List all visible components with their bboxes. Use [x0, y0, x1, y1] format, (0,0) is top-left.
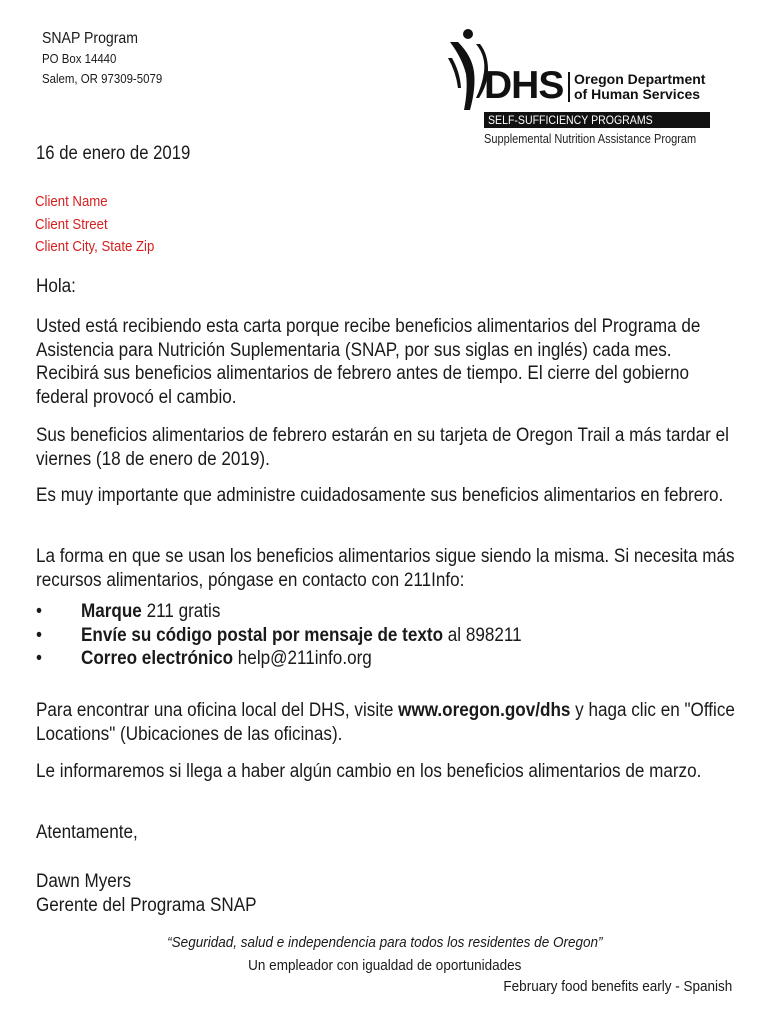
- signer-title: Gerente del Programa SNAP: [36, 894, 257, 916]
- signer-name: Dawn Myers: [36, 871, 132, 892]
- client-city: Client City, State Zip: [35, 238, 155, 255]
- paragraph-3: Es muy importante que administre cuidadosamente sus beneficios alimentarios en febrero.: [36, 485, 724, 506]
- logo-band: SELF-SUFFICIENCY PROGRAMS: [484, 112, 710, 128]
- letter-date: 16 de enero de 2019: [36, 143, 191, 164]
- client-street: Client Street: [35, 215, 108, 233]
- signature-block: [36, 870, 257, 917]
- closing: Atentamente,: [36, 822, 138, 843]
- logo-subline: Supplemental Nutrition Assistance Program: [484, 132, 697, 146]
- footer-employer: Un empleador con igualdad de oportunidades: [248, 957, 522, 974]
- dhs-website-link[interactable]: www.oregon.gov/dhs: [398, 700, 571, 721]
- resource-list: [36, 600, 522, 671]
- logo-acronym: DHS: [484, 64, 564, 107]
- client-name: Client Name: [35, 193, 108, 210]
- client-address: [35, 191, 171, 259]
- sender-name: SNAP Program: [42, 30, 138, 47]
- footer-motto: “Seguridad, salud e independencia para todos los residentes de Oregon”: [167, 934, 603, 951]
- paragraph-5: Para encontrar una oficina local del DHS, visite www.oregon.gov/dhs y haga clic en "Office Locations" (Ubicaciones de las oficinas).: [36, 700, 735, 745]
- logo-org-line2: of Human Services: [574, 86, 701, 102]
- greeting: Hola:: [36, 276, 76, 297]
- paragraph-6: Le informaremos si llega a haber algún cambio en los beneficios alimentarios de marzo.: [36, 761, 702, 782]
- list-item: • Envíe su código postal por mensaje de texto al 898211: [36, 624, 522, 646]
- footer-form-id: February food benefits early - Spanish: [503, 978, 732, 995]
- paragraph-4: La forma en que se usan los beneficios alimentarios sigue siendo la misma. Si necesita más recursos alimentarios, póngase en contacto con 211Info:: [36, 546, 735, 591]
- dhs-logo: [446, 28, 734, 146]
- sender-address-line2: Salem, OR 97309-5079: [42, 71, 163, 86]
- paragraph-1: Usted está recibiendo esta carta porque recibe beneficios alimentarios del Programa de Asistencia para Nutrición Suplementaria (SNAP, por sus siglas en inglés) cada mes. Recibirá sus beneficios alimentarios de febrero antes de tiempo. El cierre del gobierno federal provocó el cambio.: [36, 316, 701, 408]
- list-item: • Marque 211 gratis: [36, 601, 221, 622]
- sender-address-line1: PO Box 14440: [42, 51, 117, 66]
- logo-divider: [568, 72, 570, 102]
- logo-org-line1: Oregon Department: [574, 71, 706, 87]
- sender-address: [42, 29, 179, 89]
- paragraph-2: Sus beneficios alimentarios de febrero estarán en su tarjeta de Oregon Trail a más tardar el viernes (18 de enero de 2019).: [36, 425, 729, 470]
- list-item: • Correo electrónico help@211info.org: [36, 648, 372, 669]
